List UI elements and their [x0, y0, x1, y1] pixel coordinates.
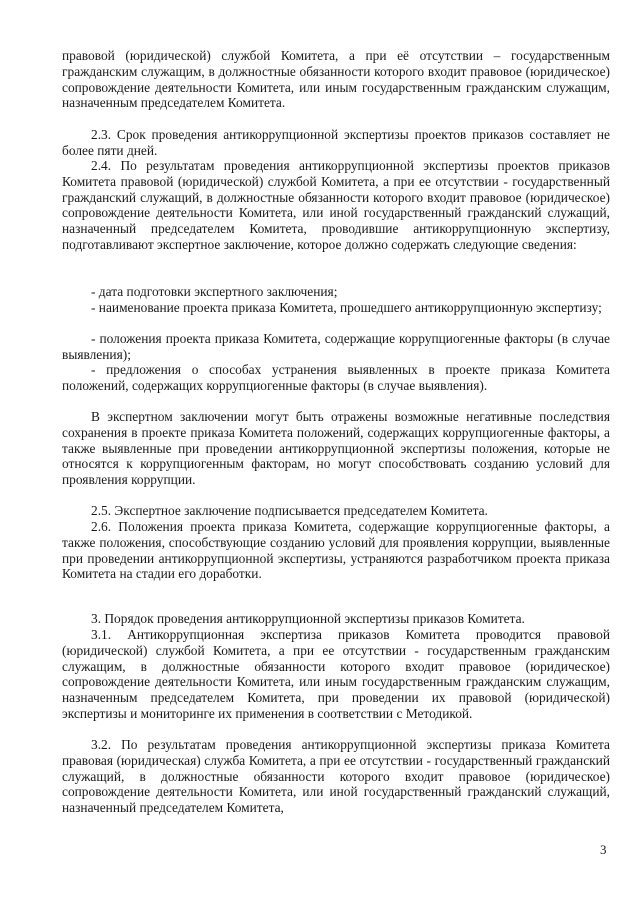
list-item-proposals: - предложения о способах устранения выявленных в проекте приказа Комитета положений, содержащих коррупциогенные факторы (в случае выявления). — [62, 362, 610, 393]
page-number: 3 — [600, 842, 607, 857]
paragraph-expert-conclusion: В экспертном заключении могут быть отражены возможные негативные последствия сохранения в проекте приказа Комитета положений, содержащих коррупциогенные факторы, а также выявленные при проведении антикоррупционной экспертизы положения, которые не относятся к коррупциогенным факторам, но могут способствовать созданию условий для проявления коррупции. — [62, 409, 610, 488]
paragraph-2-2-continuation: правовой (юридической) службой Комитета, а при её отсутствии – государственным гражданским служащим, в должностные обязанности которого входит правовое (юридическое) сопровождение деятельности Комитета, или иным государственным гражданским служащим, назначенным председателем Комитета. — [62, 48, 610, 111]
paragraph-2-4: 2.4. По результатам проведения антикоррупционной экспертизы проектов приказов Комитета правовой (юридической) службой Комитета, а при ее отсутствии - государственный гражданский служащий, в должностные обязанности которого входит правовое (юридическое) сопровождение деятельности Комитета, или иной государственный гражданский служащий, назначенный председателем Комитета, проводившие антикоррупционную экспертизу, подготавливают экспертное заключение, которое должно содержать следующие сведения: — [62, 158, 610, 252]
paragraph-2-3: 2.3. Срок проведения антикоррупционной экспертизы проектов приказов составляет не более пяти дней. — [62, 127, 610, 158]
list-item-date: - дата подготовки экспертного заключения; — [91, 284, 338, 299]
paragraph-3-1: 3.1. Антикоррупционная экспертиза приказов Комитета проводится правовой (юридической) службой Комитета, а при ее отсутствии - государственным гражданским служащим, в должностные обязанности которого входит правовое (юридическое) сопровождение деятельности Комитета, или иным государственным гражданским служащим, назначенным председателем Комитета, при проведении их правовой (юридической) экспертизы и мониторинге их применения в соответствии с Методикой. — [62, 627, 610, 721]
paragraph-2-5: 2.5. Экспертное заключение подписывается председателем Комитета. — [91, 503, 488, 518]
section-3-heading: 3. Порядок проведения антикоррупционной экспертизы приказов Комитета. — [91, 611, 525, 626]
list-item-name: - наименование проекта приказа Комитета, прошедшего антикоррупционную экспертизу; — [91, 300, 602, 315]
paragraph-2-6: 2.6. Положения проекта приказа Комитета, содержащие коррупциогенные факторы, а также положения, способствующие созданию условий для проявления коррупции, выявленные при проведении антикоррупционной экспертизы, устраняются разработчиком проекта приказа Комитета на стадии его доработки. — [62, 519, 610, 582]
list-item-provisions: - положения проекта приказа Комитета, содержащие коррупциогенные факторы (в случае выявления); — [62, 331, 610, 362]
paragraph-3-2: 3.2. По результатам проведения антикоррупционной экспертизы приказа Комитета правовая (юридическая) служба Комитета, а при ее отсутствии - государственный гражданский служащий, в должностные обязанности которого входит правовое (юридическое) сопровождение деятельности Комитета, или иной государственный гражданский служащий, назначенный председателем Комитета, — [62, 737, 610, 816]
